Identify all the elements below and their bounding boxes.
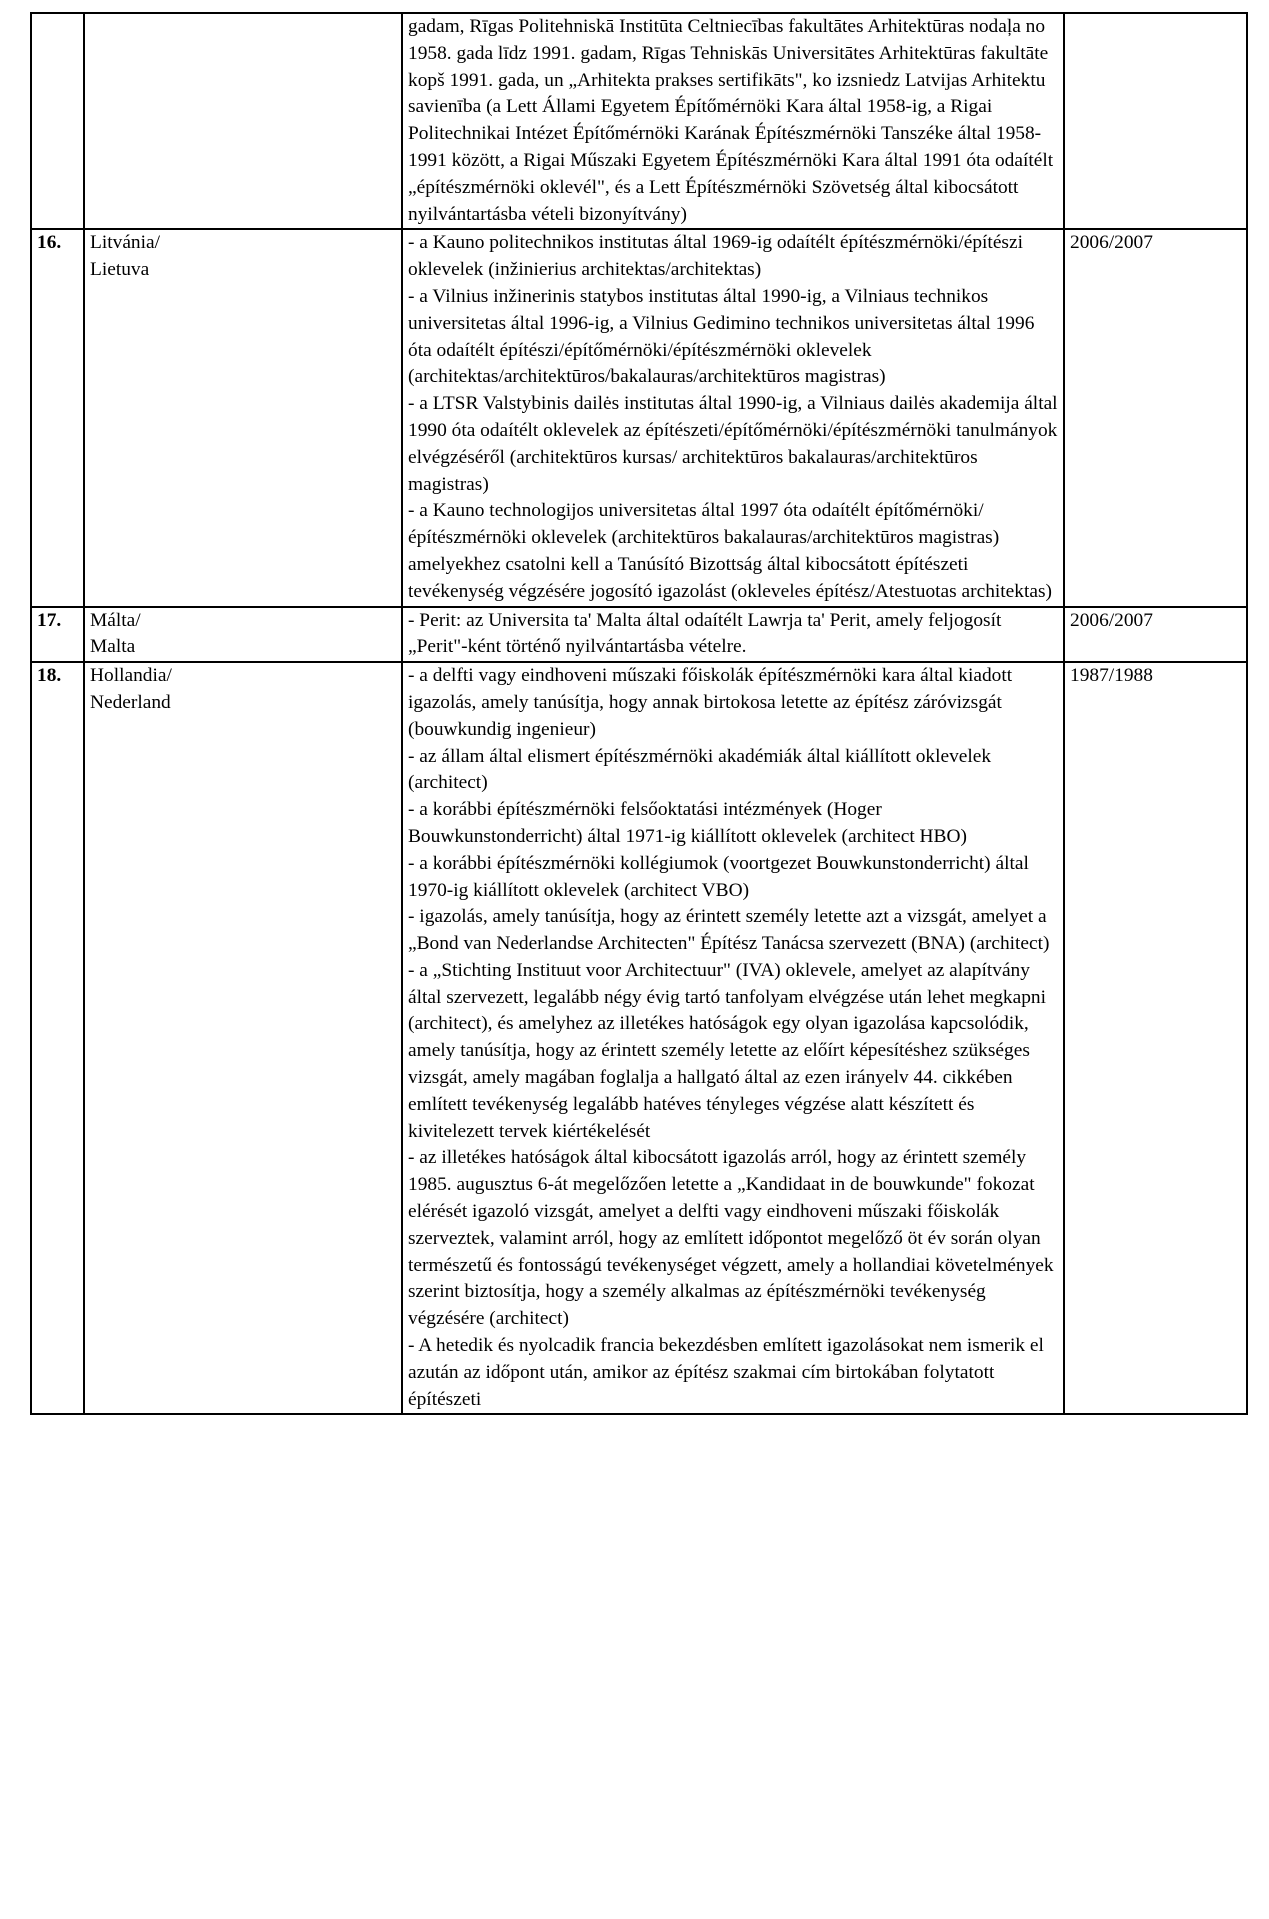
country-name <box>84 607 402 663</box>
row-number: 17. <box>31 607 84 663</box>
reference-year: 2006/2007 <box>1064 229 1247 606</box>
country-name <box>84 662 402 1414</box>
qualification-text <box>402 662 1064 1414</box>
qualification-paragraph: - Perit: az Universita ta' Malta által odaítélt Lawrja ta' Perit, amely feljogosít „Perit"-ként történő nyilvántartásba vételre. <box>408 609 1002 658</box>
qualification-paragraph: - a Kauno politechnikos institutas által 1969-ig odaítélt építészmérnöki/építészi oklevelek (inžinierius architektas/architektas) - a Vilnius inžinerinis statybos institutas által 1990-ig, a Vilniaus technikos universitetas által 1996-ig, a Vilnius Gedimino technikos universitetas által 1996 óta odaítélt építészi/építőmérnöki/építészmérnöki oklevelek (architektas/architektūros/bakalauras/architektūros magistras) - a LTSR Valstybinis dailės institutas által 1990-ig, a Vilniaus dailės akademija által 1990 óta odaítélt oklevelek az építészeti/építőmérnöki/építészmérnöki tanulmányok elvégzéséről (architektūros kursas/ architektūros bakalauras/architektūros magistras) - a Kauno technologijos universitetas által 1997 óta odaítélt építőmérnöki/építészmérnöki oklevelek (architektūros bakalauras/architektūros magistras) amelyekhez csatolni kell a Tanúsító Bizottság által kibocsátott építészeti tevékenység végzésére jogosító igazolást (okleveles építész/Atestuotas architektas) <box>408 232 1058 602</box>
qualification-text <box>402 13 1064 229</box>
country-name-hu: Málta/ <box>90 609 141 631</box>
reference-year: 2006/2007 <box>1064 607 1247 663</box>
row-number <box>31 13 84 229</box>
country-name-native: Nederland <box>90 691 171 713</box>
country-name-hu: Litvánia/ <box>90 232 160 254</box>
qualification-text <box>402 229 1064 606</box>
qualification-paragraph: gadam, Rīgas Politehniskā Institūta Celtniecības fakultātes Arhitektūras nodaļa no 1958. gada līdz 1991. gadam, Rīgas Tehniskās Universitātes Arhitektūras fakultāte kopš 1991. gada, un „Arhitekta prakses sertifikāts", ko izsniedz Latvijas Arhitektu savienība (a Lett Állami Egyetem Építőmérnöki Kara által 1958-ig, a Rigai Politechnikai Intézet Építőmérnöki Karának Építészmérnöki Tanszéke által 1958-1991 között, a Rigai Műszaki Egyetem Építészmérnöki Kara által 1991 óta odaítélt „építészmérnöki oklevél", és a Lett Építészmérnöki Szövetség által kibocsátott nyilvántartásba vételi bizonyítvány) <box>408 16 1054 225</box>
country-name <box>84 229 402 606</box>
row-number: 18. <box>31 662 84 1414</box>
country-name <box>84 13 402 229</box>
country-name-hu: Hollandia/ <box>90 665 172 687</box>
reference-year <box>1064 13 1247 229</box>
table-row-continuation <box>31 13 1247 229</box>
qualifications-table <box>30 12 1248 1415</box>
qualification-paragraph: - a delfti vagy eindhoveni műszaki főiskolák építészmérnöki kara által kiadott igazolás, amely tanúsítja, hogy annak birtokosa letette az építész záróvizsgát (bouwkundig ingenieur) - az állam által elismert építészmérnöki akadémiák által kiállított oklevelek (architect) - a korábbi építészmérnöki felsőoktatási intézmények (Hoger Bouwkunstonderricht) által 1971-ig kiállított oklevelek (architect HBO) - a korábbi építészmérnöki kollégiumok (voortgezet Bouwkunstonderricht) által 1970-ig kiállított oklevelek (architect VBO) - igazolás, amely tanúsítja, hogy az érintett személy letette azt a vizsgát, amelyet a „Bond van Nederlandse Architecten" Építész Tanácsa szervezett (BNA) (architect) - a „Stichting Instituut voor Architectuur" (IVA) oklevele, amelyet az alapítvány által szervezett, legalább négy évig tartó tanfolyam elvégzése után lehet megkapni (architect), és amelyhez az illetékes hatóságok egy olyan igazolása kapcsolódik, amely tanúsítja, hogy az érintett személy letette az előírt képesítéshez szükséges vizsgát, amely magában foglalja a hallgató által az ezen irányelv 44. cikkében említett tevékenység legalább hatéves tényleges végzése alatt készített és kivitelezett tervek kiértékelését - az illetékes hatóságok által kibocsátott igazolás arról, hogy az érintett személy 1985. augusztus 6-át megelőzően letette a „Kandidaat in de bouwkunde" fokozat elérését igazoló vizsgát, amelyet a delfti vagy eindhoveni műszaki főiskolák szerveztek, valamint arról, hogy az említett időpontot megelőző öt év során olyan természetű és fontosságú tevékenységet végzett, amely a hollandiai követelmények szerint biztosítja, hogy a személy alkalmas az építészmérnöki tevékenység végzésére (architect) - A hetedik és nyolcadik francia bekezdésben említett igazolásokat nem ismerik el azután az időpont után, amikor az építész szakmai cím birtokában folytatott építészeti <box>408 665 1054 1410</box>
table-row-lithuania <box>31 229 1247 606</box>
reference-year: 1987/1988 <box>1064 662 1247 1414</box>
table-row-malta <box>31 607 1247 663</box>
row-number: 16. <box>31 229 84 606</box>
table-row-netherlands <box>31 662 1247 1414</box>
country-name-native: Lietuva <box>90 259 150 281</box>
qualification-text <box>402 607 1064 663</box>
country-name-native: Malta <box>90 636 136 658</box>
